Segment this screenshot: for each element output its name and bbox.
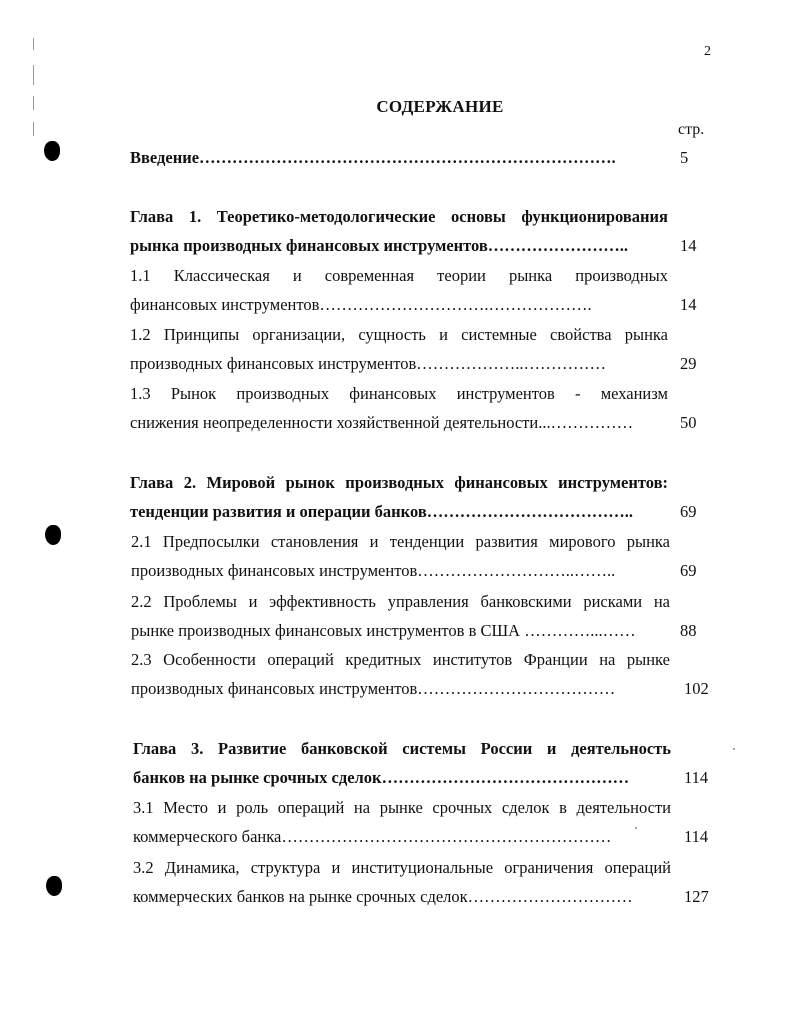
toc-section-1-2-line-2: производных финансовых инструментов………………..…………… <box>130 354 606 373</box>
punch-hole <box>44 141 60 161</box>
toc-section-2-2-line-1: 2.2 Проблемы и эффективность управления банковскими рисками на <box>131 592 670 611</box>
toc-chapter-1-title-line-1: Глава 1. Теоретико-методологические основы функционирования <box>130 207 668 226</box>
toc-section-2-2-page: 88 <box>680 621 697 640</box>
toc-chapter-2-title-line-1: Глава 2. Мировой рынок производных финансовых инструментов: <box>130 473 668 492</box>
toc-section-1-3-line-2: снижения неопределенности хозяйственной деятельности...…………… <box>130 413 634 432</box>
toc-section-3-2-page: 127 <box>684 887 709 906</box>
toc-chapter-3-title-line-1: Глава 3. Развитие банковской системы России и деятельность <box>133 739 671 758</box>
toc-section-2-1-page: 69 <box>680 561 697 580</box>
toc-chapter-1-title-line-2: рынка производных финансовых инструментов…………………….. <box>130 236 629 255</box>
toc-chapter-2-title-line-2: тенденции развития и операции банков……………………………….. <box>130 502 633 521</box>
toc-section-3-1-line-2: коммерческого банка…………………………………………………… <box>133 827 612 846</box>
toc-section-1-1-line-1: 1.1 Классическая и современная теории рынка производных <box>130 266 668 285</box>
toc-chapter-3-title-line-2: банков на рынке срочных сделок……………………………………… <box>133 768 630 787</box>
toc-section-1-1-line-2: финансовых инструментов………………………….………………. <box>130 295 592 314</box>
page-number: 2 <box>704 44 711 59</box>
toc-section-2-1-line-2: производных финансовых инструментов………………………..…….. <box>131 561 616 580</box>
toc-section-1-3-line-1: 1.3 Рынок производных финансовых инструментов - механизм <box>130 384 668 403</box>
toc-chapter-3-page: 114 <box>684 768 709 787</box>
binder-mark <box>33 38 34 50</box>
toc-section-1-1-page: 14 <box>680 295 697 314</box>
toc-section-2-1-line-1: 2.1 Предпосылки становления и тенденции развития мирового рынка <box>131 532 670 551</box>
toc-section-2-3-line-2: производных финансовых инструментов……………………………… <box>131 679 616 698</box>
toc-intro-title: Введение…………………………………………………………………. <box>130 148 616 167</box>
toc-section-2-2-line-2: рынке производных финансовых инструментов в США …………...…… <box>131 621 636 640</box>
pages-column-label: стр. <box>678 121 705 138</box>
toc-section-3-2-line-1: 3.2 Динамика, структура и институциональные ограничения операций <box>133 858 671 877</box>
binder-mark <box>33 65 34 85</box>
toc-section-1-2-line-1: 1.2 Принципы организации, сущность и системные свойства рынка <box>130 325 668 344</box>
toc-section-3-1-page: 114 <box>684 827 709 846</box>
toc-chapter-2-page: 69 <box>680 502 697 521</box>
toc-intro-page: 5 <box>680 148 689 167</box>
toc-section-2-3-line-1: 2.3 Особенности операций кредитных институтов Франции на рынке <box>131 650 670 669</box>
page-title: СОДЕРЖАНИЕ <box>376 97 504 116</box>
toc-section-3-1-line-1: 3.1 Место и роль операций на рынке срочных сделок в деятельности <box>133 798 671 817</box>
toc-section-1-3-page: 50 <box>680 413 697 432</box>
toc-chapter-1-page: 14 <box>680 236 697 255</box>
scan-speck <box>733 748 735 750</box>
toc-section-1-2-page: 29 <box>680 354 697 373</box>
punch-hole <box>46 876 62 896</box>
punch-hole <box>45 525 61 545</box>
binder-mark <box>33 122 34 136</box>
toc-section-3-2-line-2: коммерческих банков на рынке срочных сделок………………………… <box>133 887 633 906</box>
toc-section-2-3-page: 102 <box>684 679 709 698</box>
